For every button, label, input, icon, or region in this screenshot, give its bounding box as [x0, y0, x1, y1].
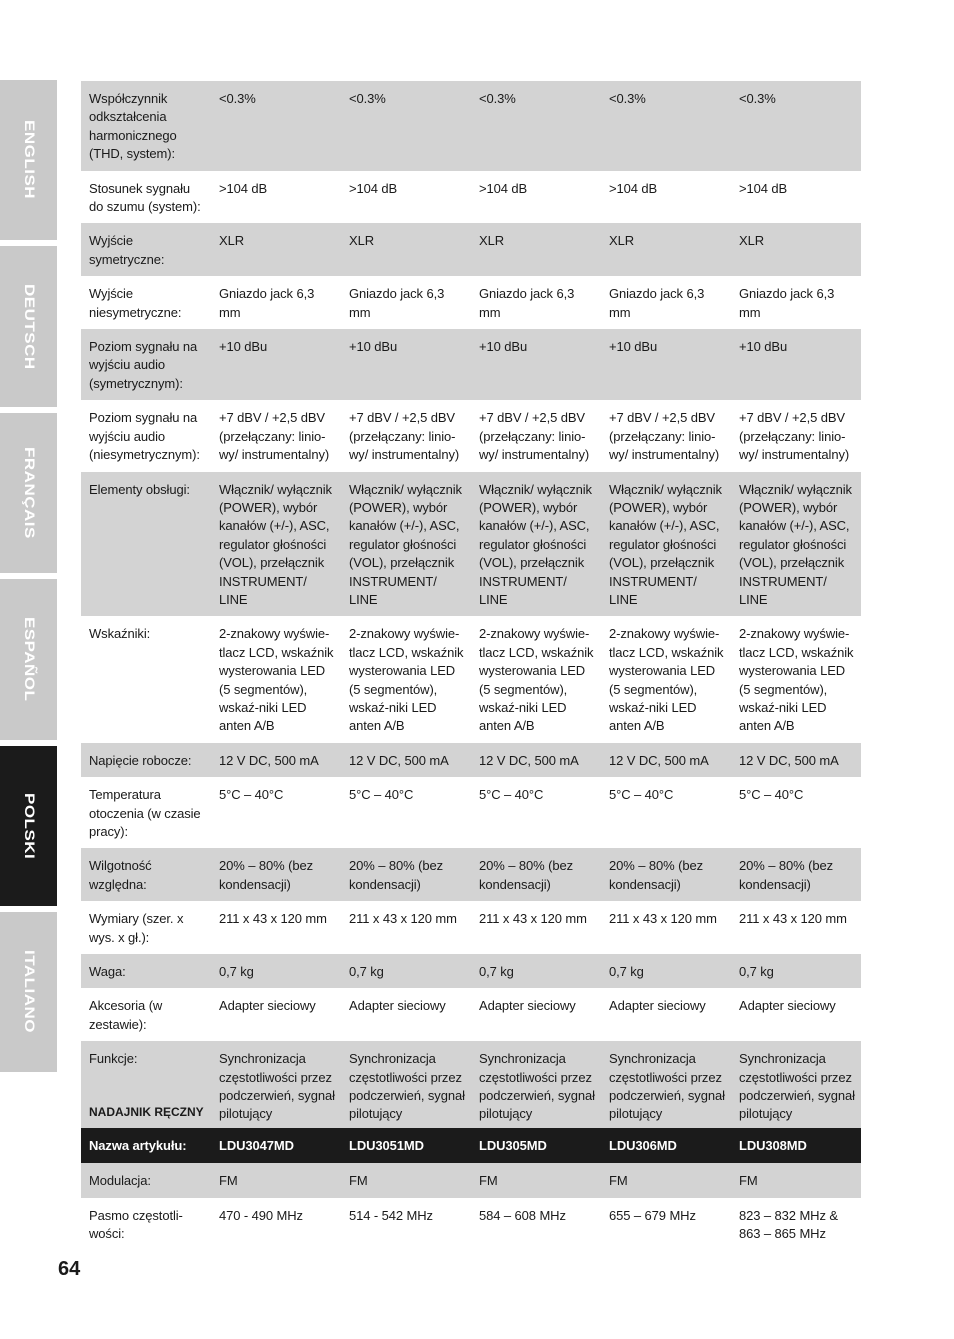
- table-row: [81, 81, 861, 171]
- cell-value: 20% – 80% (bez kondensacji): [601, 848, 731, 901]
- cell-value: 211 x 43 x 120 mm: [601, 901, 731, 954]
- cell-value: 20% – 80% (bez kondensacji): [731, 848, 861, 901]
- cell-value: 20% – 80% (bez kondensacji): [211, 848, 341, 901]
- cell-value: 211 x 43 x 120 mm: [731, 901, 861, 954]
- table-row: [81, 472, 861, 617]
- cell-value: +7 dBV / +2,5 dBV (przełączany: linio-wy/ instrumentalny): [601, 400, 731, 471]
- row-label: Wymiary (szer. x wys. x gł.):: [81, 901, 211, 954]
- cell-value: FM: [601, 1163, 731, 1197]
- cell-value: >104 dB: [341, 171, 471, 224]
- row-label: Poziom sygnału na wyjściu audio (niesymetrycznym):: [81, 400, 211, 471]
- page-number: 64: [58, 1258, 81, 1280]
- lang-tab-espanol[interactable]: ESPAÑOL: [0, 579, 57, 740]
- cell-value: 2-znakowy wyświe-tlacz LCD, wskaźnik wysterowania LED (5 segmentów), wskaź-niki LED anten A/B: [211, 616, 341, 742]
- cell-value: 0,7 kg: [731, 954, 861, 988]
- cell-value: 655 – 679 MHz: [601, 1198, 731, 1251]
- cell-value: 5°C – 40°C: [471, 777, 601, 848]
- table-row: [81, 901, 861, 954]
- cell-value: Włącznik/ wyłącznik (POWER), wybór kanałów (+/-), ASC, regulator głośności (VOL), przełącznik INSTRUMENT/ LINE: [731, 472, 861, 617]
- cell-value: >104 dB: [211, 171, 341, 224]
- cell-value: FM: [341, 1163, 471, 1197]
- row-label: Modulacja:: [81, 1163, 211, 1197]
- table-row: [81, 777, 861, 848]
- cell-value: 2-znakowy wyświe-tlacz LCD, wskaźnik wysterowania LED (5 segmentów), wskaź-niki LED anten A/B: [341, 616, 471, 742]
- row-label: Wilgotność względna:: [81, 848, 211, 901]
- cell-value: <0.3%: [601, 81, 731, 171]
- cell-value: 0,7 kg: [471, 954, 601, 988]
- cell-value: +10 dBu: [601, 329, 731, 400]
- cell-value: LDU3047MD: [211, 1128, 341, 1163]
- cell-value: 211 x 43 x 120 mm: [341, 901, 471, 954]
- cell-value: Synchronizacja częstotliwości przez podczerwień, sygnał pilotujący: [471, 1041, 601, 1131]
- cell-value: Gniazdo jack 6,3 mm: [341, 276, 471, 329]
- cell-value: LDU306MD: [601, 1128, 731, 1163]
- row-label: Elementy obsługi:: [81, 472, 211, 617]
- table-row: [81, 848, 861, 901]
- cell-value: Adapter sieciowy: [211, 988, 341, 1041]
- cell-value: Włącznik/ wyłącznik (POWER), wybór kanałów (+/-), ASC, regulator głośności (VOL), przełącznik INSTRUMENT/ LINE: [341, 472, 471, 617]
- table-row: [81, 616, 861, 742]
- cell-value: +10 dBu: [211, 329, 341, 400]
- cell-value: <0.3%: [731, 81, 861, 171]
- cell-value: 823 – 832 MHz & 863 – 865 MHz: [731, 1198, 861, 1251]
- table-header-row: [81, 1128, 861, 1163]
- cell-value: XLR: [341, 223, 471, 276]
- cell-value: Synchronizacja częstotliwości przez podczerwień, sygnał pilotujący: [211, 1041, 341, 1131]
- cell-value: 12 V DC, 500 mA: [601, 743, 731, 777]
- cell-value: <0.3%: [211, 81, 341, 171]
- lang-tab-italiano[interactable]: ITALIANO: [0, 912, 57, 1072]
- row-label: Temperatura otoczenia (w czasie pracy):: [81, 777, 211, 848]
- cell-value: +7 dBV / +2,5 dBV (przełączany: linio-wy/ instrumentalny): [471, 400, 601, 471]
- section-title: NADAJNIK RĘCZNY: [89, 1105, 204, 1119]
- table-row: [81, 223, 861, 276]
- cell-value: Adapter sieciowy: [731, 988, 861, 1041]
- table-row: [81, 400, 861, 471]
- cell-value: Gniazdo jack 6,3 mm: [471, 276, 601, 329]
- cell-value: 470 - 490 MHz: [211, 1198, 341, 1251]
- table-row: [81, 171, 861, 224]
- row-label: Pasmo częstotli-wości:: [81, 1198, 211, 1251]
- table-row: [81, 1163, 861, 1197]
- cell-value: +7 dBV / +2,5 dBV (przełączany: linio-wy/ instrumentalny): [731, 400, 861, 471]
- cell-value: 2-znakowy wyświe-tlacz LCD, wskaźnik wysterowania LED (5 segmentów), wskaź-niki LED anten A/B: [601, 616, 731, 742]
- row-label: Nazwa artykułu:: [81, 1128, 211, 1163]
- row-label: Współczynnik odkształcenia harmonicznego (THD, system):: [81, 81, 211, 171]
- cell-value: 5°C – 40°C: [211, 777, 341, 848]
- cell-value: XLR: [731, 223, 861, 276]
- cell-value: 12 V DC, 500 mA: [211, 743, 341, 777]
- cell-value: XLR: [601, 223, 731, 276]
- cell-value: Adapter sieciowy: [471, 988, 601, 1041]
- table-row: [81, 1198, 861, 1251]
- cell-value: Gniazdo jack 6,3 mm: [731, 276, 861, 329]
- cell-value: Włącznik/ wyłącznik (POWER), wybór kanałów (+/-), ASC, regulator głośności (VOL), przełącznik INSTRUMENT/ LINE: [211, 472, 341, 617]
- table-row: [81, 276, 861, 329]
- cell-value: 211 x 43 x 120 mm: [471, 901, 601, 954]
- cell-value: 20% – 80% (bez kondensacji): [471, 848, 601, 901]
- cell-value: <0.3%: [341, 81, 471, 171]
- cell-value: Włącznik/ wyłącznik (POWER), wybór kanałów (+/-), ASC, regulator głośności (VOL), przełącznik INSTRUMENT/ LINE: [601, 472, 731, 617]
- cell-value: XLR: [211, 223, 341, 276]
- row-label: Wskaźniki:: [81, 616, 211, 742]
- handheld-table: [81, 1128, 861, 1251]
- cell-value: 12 V DC, 500 mA: [731, 743, 861, 777]
- row-label: Waga:: [81, 954, 211, 988]
- table-row: [81, 329, 861, 400]
- cell-value: FM: [211, 1163, 341, 1197]
- row-label: Akcesoria (w zestawie):: [81, 988, 211, 1041]
- row-label: Wyjście niesymetryczne:: [81, 276, 211, 329]
- cell-value: 2-znakowy wyświe-tlacz LCD, wskaźnik wysterowania LED (5 segmentów), wskaź-niki LED anten A/B: [731, 616, 861, 742]
- cell-value: LDU305MD: [471, 1128, 601, 1163]
- cell-value: 12 V DC, 500 mA: [471, 743, 601, 777]
- cell-value: FM: [471, 1163, 601, 1197]
- cell-value: Gniazdo jack 6,3 mm: [601, 276, 731, 329]
- cell-value: +10 dBu: [471, 329, 601, 400]
- table-row: [81, 743, 861, 777]
- row-label: Stosunek sygnału do szumu (system):: [81, 171, 211, 224]
- cell-value: XLR: [471, 223, 601, 276]
- cell-value: 20% – 80% (bez kondensacji): [341, 848, 471, 901]
- table-row: [81, 954, 861, 988]
- cell-value: 5°C – 40°C: [731, 777, 861, 848]
- cell-value: Adapter sieciowy: [341, 988, 471, 1041]
- cell-value: 2-znakowy wyświe-tlacz LCD, wskaźnik wysterowania LED (5 segmentów), wskaź-niki LED anten A/B: [471, 616, 601, 742]
- cell-value: 0,7 kg: [601, 954, 731, 988]
- lang-tab-francais[interactable]: FRANÇAIS: [0, 413, 57, 573]
- cell-value: 584 – 608 MHz: [471, 1198, 601, 1251]
- lang-tab-polski[interactable]: POLSKI: [0, 746, 57, 906]
- cell-value: +10 dBu: [731, 329, 861, 400]
- cell-value: 211 x 43 x 120 mm: [211, 901, 341, 954]
- spec-table: [81, 81, 861, 1131]
- cell-value: Włącznik/ wyłącznik (POWER), wybór kanałów (+/-), ASC, regulator głośności (VOL), przełącznik INSTRUMENT/ LINE: [471, 472, 601, 617]
- cell-value: >104 dB: [731, 171, 861, 224]
- table-row: [81, 988, 861, 1041]
- cell-value: Synchronizacja częstotliwości przez podczerwień, sygnał pilotujący: [731, 1041, 861, 1131]
- cell-value: >104 dB: [601, 171, 731, 224]
- cell-value: >104 dB: [471, 171, 601, 224]
- cell-value: <0.3%: [471, 81, 601, 171]
- cell-value: 5°C – 40°C: [341, 777, 471, 848]
- cell-value: 5°C – 40°C: [601, 777, 731, 848]
- row-label: Wyjście symetryczne:: [81, 223, 211, 276]
- cell-value: +7 dBV / +2,5 dBV (przełączany: linio-wy/ instrumentalny): [211, 400, 341, 471]
- cell-value: FM: [731, 1163, 861, 1197]
- cell-value: +7 dBV / +2,5 dBV (przełączany: linio-wy/ instrumentalny): [341, 400, 471, 471]
- cell-value: 0,7 kg: [341, 954, 471, 988]
- cell-value: LDU3051MD: [341, 1128, 471, 1163]
- row-label: Napięcie robocze:: [81, 743, 211, 777]
- cell-value: +10 dBu: [341, 329, 471, 400]
- lang-tab-english[interactable]: ENGLISH: [0, 80, 57, 240]
- lang-tab-deutsch[interactable]: DEUTSCH: [0, 246, 57, 407]
- cell-value: Adapter sieciowy: [601, 988, 731, 1041]
- cell-value: Gniazdo jack 6,3 mm: [211, 276, 341, 329]
- row-label: Funkcje:: [81, 1041, 211, 1131]
- cell-value: 12 V DC, 500 mA: [341, 743, 471, 777]
- cell-value: Synchronizacja częstotliwości przez podczerwień, sygnał pilotujący: [341, 1041, 471, 1131]
- cell-value: 514 - 542 MHz: [341, 1198, 471, 1251]
- cell-value: LDU308MD: [731, 1128, 861, 1163]
- row-label: Poziom sygnału na wyjściu audio (symetrycznym):: [81, 329, 211, 400]
- cell-value: Synchronizacja częstotliwości przez podczerwień, sygnał pilotujący: [601, 1041, 731, 1131]
- cell-value: 0,7 kg: [211, 954, 341, 988]
